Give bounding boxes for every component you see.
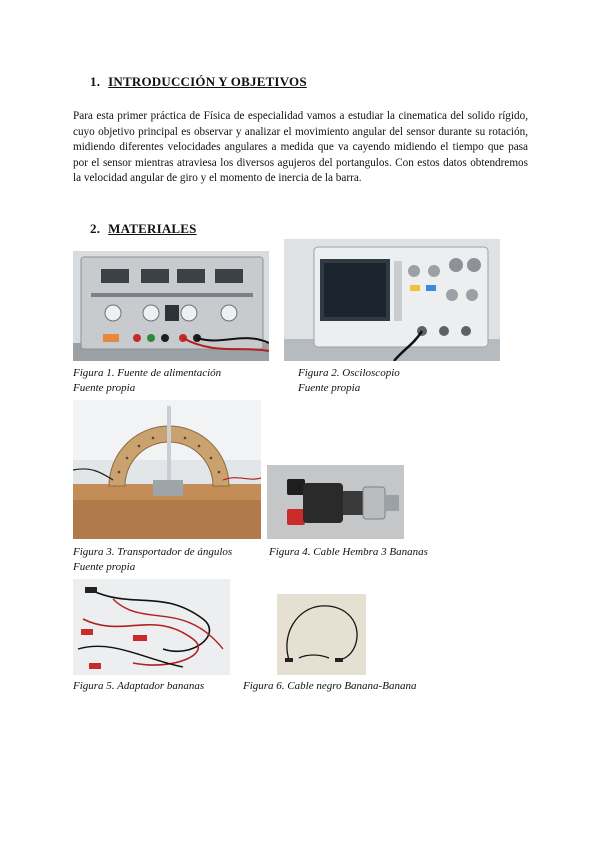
section-2-title: MATERIALES xyxy=(108,221,197,236)
figure-6-caption: Figura 6. Cable negro Banana-Banana xyxy=(243,680,417,692)
figure-4-caption: Figura 4. Cable Hembra 3 Bananas xyxy=(269,546,428,558)
figure-1-caption: Figura 1. Fuente de alimentación xyxy=(73,367,222,379)
figure-2-oscilloscope-photo xyxy=(284,239,500,361)
figure-3-source: Fuente propia xyxy=(73,561,136,573)
section-1-title: INTRODUCCIÓN Y OBJETIVOS xyxy=(108,74,307,89)
section-2-heading xyxy=(90,221,197,237)
figure-1-source: Fuente propia xyxy=(73,382,136,394)
figure-2-caption: Figura 2. Osciloscopio xyxy=(298,367,400,379)
intro-paragraph: Para esta primer práctica de Física de especialidad vamos a estudiar la cinematica del solido rígido, cuyo objetivo principal es observar y analizar el movimiento angular del sensor durante su rotación, midiendo diferentes velocidades angulares a medida que va cayendo midiendo el tiempo que pasa por el sensor mientras atraviesa los diversos agujeros del portangulos. Con estos datos obtendremos la velocidad angular de giro y el momento de inercia de la barra. xyxy=(73,110,528,184)
figure-5-adapter-photo xyxy=(73,579,230,675)
figure-4-cable-photo xyxy=(267,465,404,539)
figure-5-caption: Figura 5. Adaptador bananas xyxy=(73,680,205,692)
section-1-number: 1. xyxy=(90,74,101,89)
figure-3-caption: Figura 3. Transportador de ángulos xyxy=(73,546,233,558)
figure-1-power-supply-photo xyxy=(73,251,269,361)
figure-6-cable-photo xyxy=(277,594,366,675)
figure-2-source: Fuente propia xyxy=(298,382,361,394)
section-2-number: 2. xyxy=(90,221,101,236)
section-1-heading xyxy=(90,74,307,90)
figure-3-protractor-photo xyxy=(73,400,261,539)
